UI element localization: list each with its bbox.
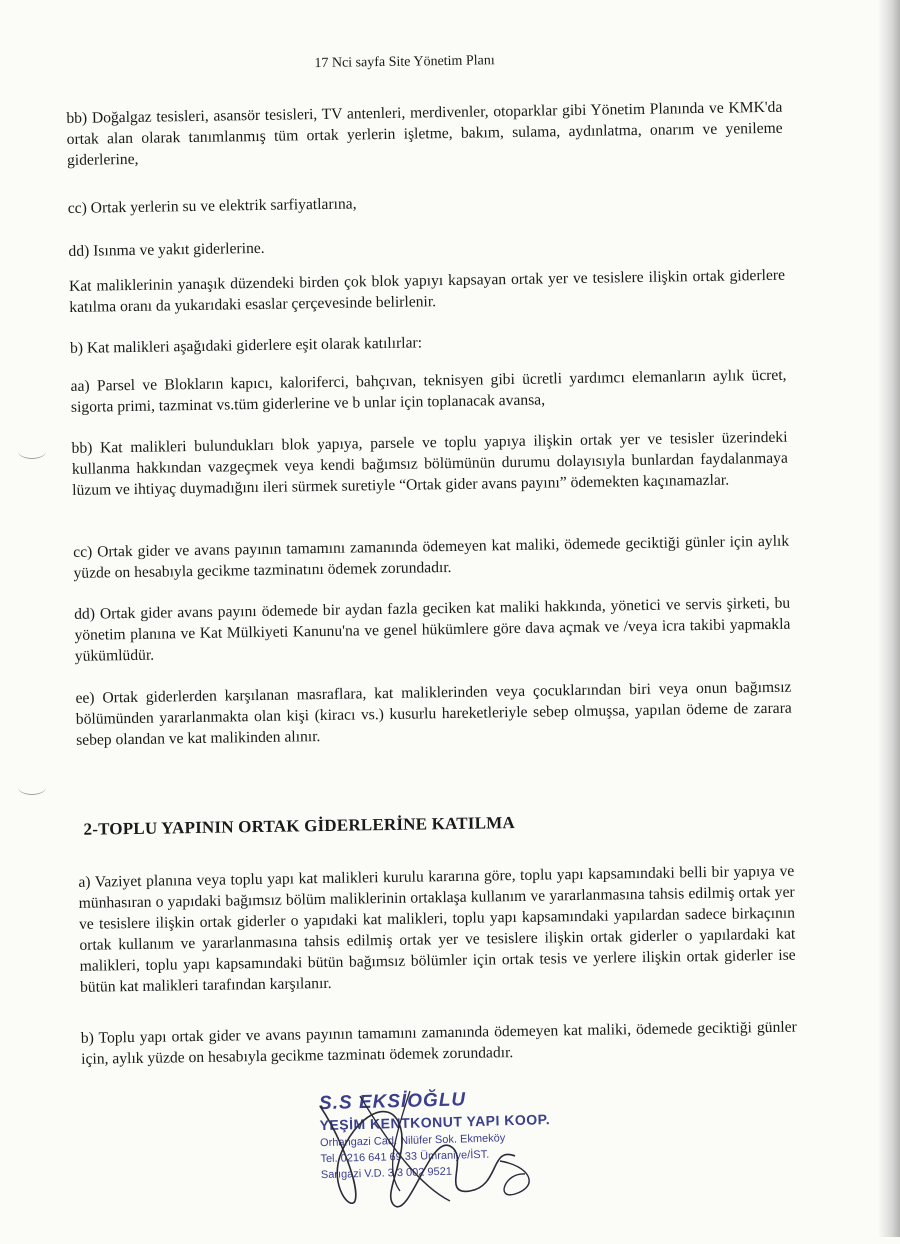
paragraph-cc-late-payment: cc) Ortak gider ve avans payının tamamını zamanında ödemeyen kat maliki, ödemede geciktiği günler için aylık yüzde on hesabıyla gecikme tazminatını ödemek zorundadır. (73, 532, 790, 582)
section-heading: 2-TOPLU YAPININ ORTAK GİDERLERİNE KATILMA (83, 813, 516, 839)
punch-hole-mark (18, 780, 46, 795)
stamp-phone: Tel. 0216 641 69 33 Ümraniye/İST. (320, 1148, 490, 1166)
paragraph-b-equal-share: b) Kat malikleri aşağıdaki giderlere eşit olarak katılırlar: (69, 334, 423, 357)
stamp-company-name: S.S EKSİOĞLU (318, 1089, 467, 1115)
handwritten-signature (300, 1076, 560, 1216)
paragraph-cc-utilities: cc) Ortak yerlerin su ve elektrik sarfiyatlarına, (67, 195, 357, 217)
paragraph-dd-heating: dd) Isınma ve yakıt giderlerine. (68, 239, 265, 260)
paragraph-ee-damage: ee) Ortak giderlerden karşılanan masraflara, kat maliklerinden veya çocuklarından biri veya onun bağımsız bölümünden yararlanmakta olan kişi (kiracı vs.) kusurlu hareketleriyle sebep olmuşsa, yapılan ödeme de zarara sebep olandan ve kat malikinden alınır. (75, 678, 792, 749)
paragraph-b-late-compensation: b) Toplu yapı ortak gider ve avans payının tamamını zamanında ödemeyen kat maliki, ödemede geciktiği günler için, aylık yüzde on hesabıyla gecikme tazminatı ödemek zorundadır. (80, 1018, 797, 1068)
punch-hole-mark (18, 444, 46, 459)
stamp-tax-office: Sarıgazi V.D. 3 3 002 9521 (320, 1165, 453, 1182)
stamp-address: Orhangazi Cad. Nilüfer Sok. Ekmeköy (319, 1132, 506, 1150)
stamp-cooperative-name: YEŞİM KENTKONUT YAPI KOOP. (319, 1111, 551, 1134)
paragraph-adjacent-blocks: Kat maliklerinin yanaşık düzendeki birden çok blok yapıyı kapsayan ortak yer ve tesislere ilişkin ortak giderlere katılma oranı da yukarıdaki esaslar çerçevesinde belirlenir. (68, 266, 786, 316)
paragraph-a-site-plan: a) Vaziyet planına veya toplu yapı kat malikleri kurulu kararına göre, toplu yapı kapsamındaki belli bir yapıya ve münhasıran o yapıdaki bağımsız bölüm maliklerinin ortaklaşa kullanım ve yararlanmasına tahsis edilmiş ortak yer ve tesislere ilişkin ortak giderler o yapıdaki kat malikleri, toplu yapı kapsamındaki yapılardan sadece birkaçının ortak kullanım ve yararlanmasına tahsis edilmiş ortak yer ve tesislere ilişkin ortak giderler o yapılardaki kat malikleri, toplu yapı kapsamındaki bütün bağımsız bölümler için ortak tesis ve yerlere ilişkin ortak giderler ise bütün kat malikleri tarafından karşılanır. (78, 862, 796, 996)
paragraph-bb-shared-areas: bb) Doğalgaz tesisleri, asansör tesisleri, TV antenleri, merdivenler, otoparklar gibi Yönetim Planında ve KMK'da ortak alan olarak tanımlanmış tüm ortak yerlerin işletme, bakım, sulama, aydınlatma, onarım ve yenileme giderlerine, (66, 98, 783, 169)
paragraph-dd-legal-action: dd) Ortak gider avans payını ödemede bir aydan fazla geciken kat maliki hakkında, yönetici ve servis şirketi, bu yönetim planına ve Kat Mülkiyeti Kanunu'na ve genel hükümlere göre dava açmak ve /veya icra takibi yapmakla yükümlüdür. (74, 594, 791, 665)
scan-edge-shadow (878, 0, 900, 1237)
page-header: 17 Nci sayfa Site Yönetim Planı (314, 53, 495, 72)
paragraph-aa-staff: aa) Parsel ve Blokların kapıcı, kaloriferci, bahçıvan, teknisyen gibi ücretli yardımcı elemanların aylık ücret, sigorta primi, tazminat vs.tüm giderlerine ve b unlar için toplanacak avansa, (70, 366, 787, 416)
paragraph-bb-usage-waiver: bb) Kat malikleri bulundukları blok yapıya, parsele ve toplu yapıya ilişkin ortak yer ve tesisler üzerindeki kullanma hakkından vazgeçmek veya kendi bağımsız bölümünün durumu dolayısıyla bunlardan faydalanmaya lüzum ve ihtiyaç duymadığını ileri sürmek suretiyle “Ortak gider avans payını” ödemekten kaçınamazlar. (71, 428, 788, 499)
